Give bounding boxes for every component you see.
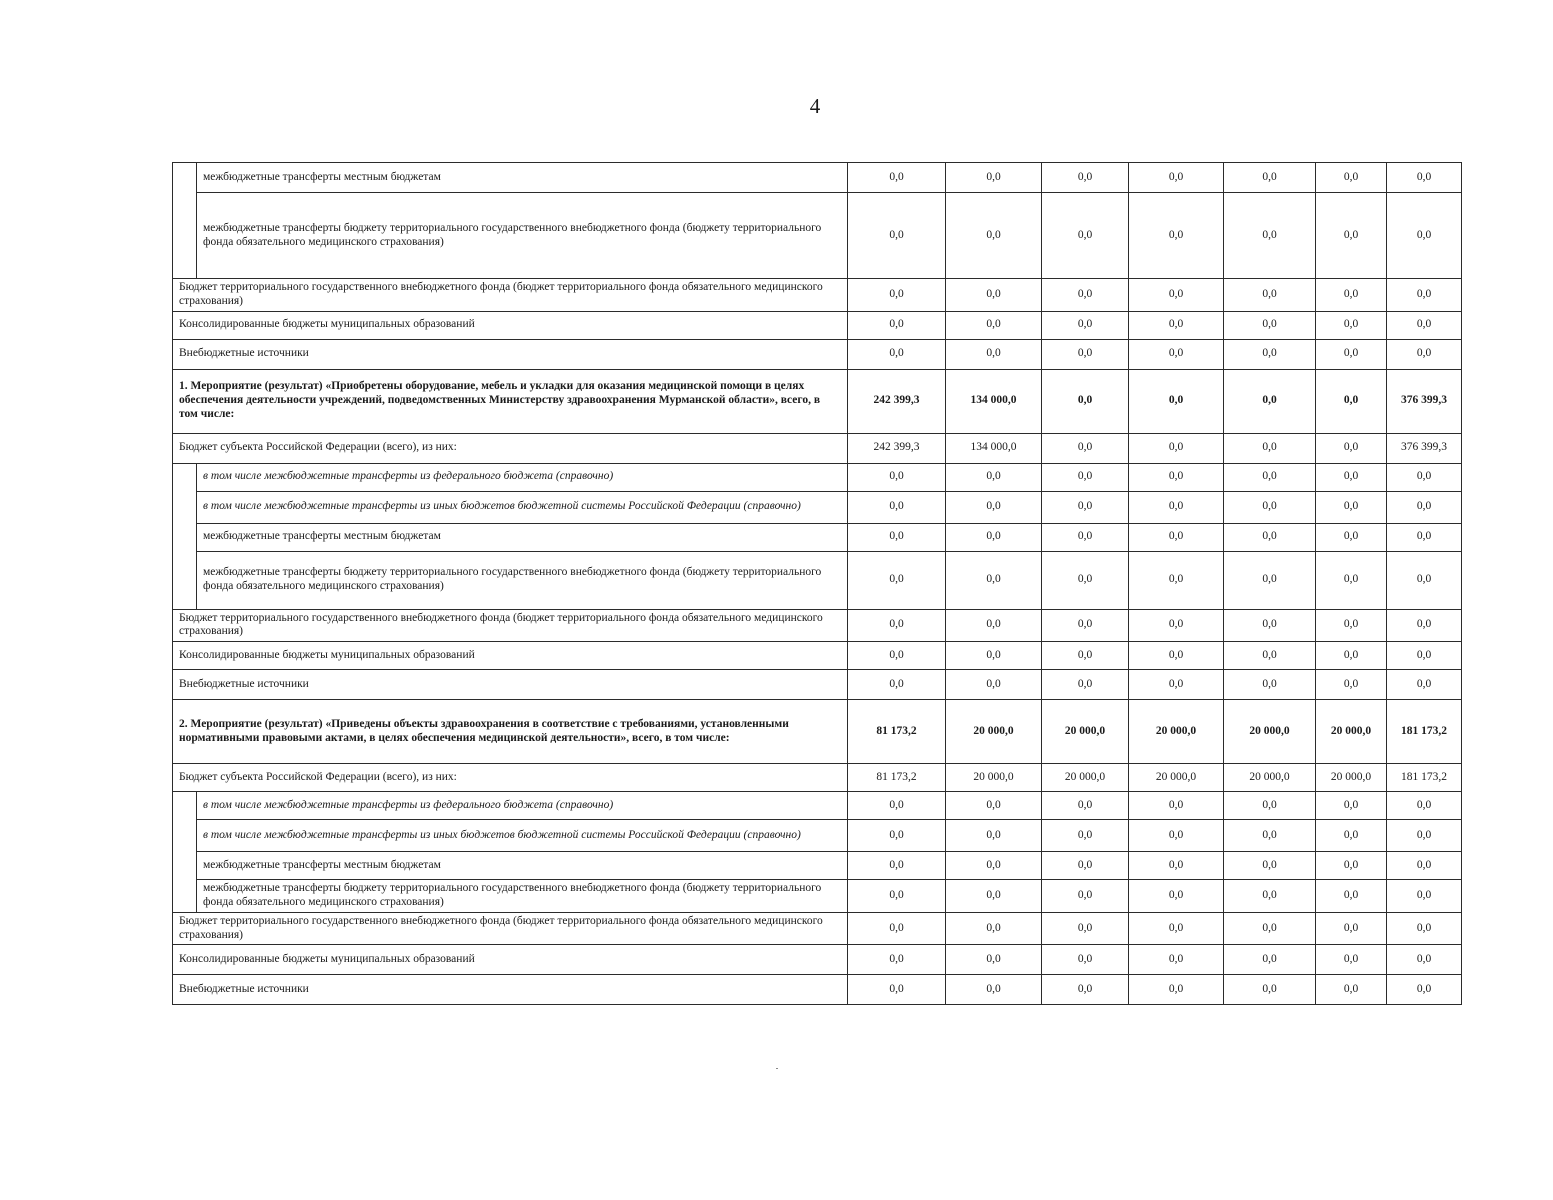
value-cell: 0,0 xyxy=(1129,880,1224,913)
budget-table xyxy=(172,162,1462,1005)
row-label: межбюджетные трансферты бюджету территориального государственного внебюджетного фонда (бюджету территориального фонда обязательного медицинского страхования) xyxy=(197,551,848,609)
value-cell: 181 173,2 xyxy=(1387,764,1462,792)
value-cell: 0,0 xyxy=(1042,642,1129,670)
value-cell: 0,0 xyxy=(946,311,1042,339)
value-cell: 0,0 xyxy=(1129,311,1224,339)
table-row xyxy=(173,523,1462,551)
row-label: Внебюджетные источники xyxy=(173,975,848,1005)
indent-cell xyxy=(173,852,197,880)
table-row xyxy=(173,764,1462,792)
page-number: 4 xyxy=(809,94,821,118)
table-row xyxy=(173,433,1462,463)
row-label: Внебюджетные источники xyxy=(173,670,848,700)
row-label: Консолидированные бюджеты муниципальных образований xyxy=(173,311,848,339)
value-cell: 20 000,0 xyxy=(1129,700,1224,764)
row-label: в том числе межбюджетные трансферты из иных бюджетов бюджетной системы Российской Федерации (справочно) xyxy=(197,491,848,523)
value-cell: 0,0 xyxy=(946,163,1042,193)
value-cell: 0,0 xyxy=(1042,463,1129,491)
value-cell: 0,0 xyxy=(946,491,1042,523)
value-cell: 0,0 xyxy=(946,642,1042,670)
row-label: Бюджет территориального государственного внебюджетного фонда (бюджет территориального фонда обязательного медицинского страхования) xyxy=(173,912,848,945)
value-cell: 0,0 xyxy=(1042,193,1129,279)
table-row xyxy=(173,975,1462,1005)
value-cell: 0,0 xyxy=(1042,491,1129,523)
value-cell: 0,0 xyxy=(1129,163,1224,193)
value-cell: 0,0 xyxy=(1387,820,1462,852)
row-label: Бюджет территориального государственного внебюджетного фонда (бюджет территориального фонда обязательного медицинского страхования) xyxy=(173,609,848,642)
row-label: в том числе межбюджетные трансферты из иных бюджетов бюджетной системы Российской Федерации (справочно) xyxy=(197,820,848,852)
value-cell: 0,0 xyxy=(1224,279,1316,312)
row-label: межбюджетные трансферты бюджету территориального государственного внебюджетного фонда (бюджету территориального фонда обязательного медицинского страхования) xyxy=(197,880,848,913)
value-cell: 0,0 xyxy=(848,523,946,551)
table-row xyxy=(173,193,1462,279)
value-cell: 0,0 xyxy=(1316,975,1387,1005)
value-cell: 20 000,0 xyxy=(1129,764,1224,792)
value-cell: 242 399,3 xyxy=(848,369,946,433)
value-cell: 0,0 xyxy=(1387,642,1462,670)
value-cell: 0,0 xyxy=(1129,609,1224,642)
value-cell: 0,0 xyxy=(1129,463,1224,491)
value-cell: 0,0 xyxy=(1042,609,1129,642)
value-cell: 0,0 xyxy=(1224,193,1316,279)
value-cell: 0,0 xyxy=(1042,820,1129,852)
indent-cell xyxy=(173,820,197,852)
table-row xyxy=(173,339,1462,369)
value-cell: 0,0 xyxy=(1224,642,1316,670)
value-cell: 0,0 xyxy=(848,642,946,670)
value-cell: 20 000,0 xyxy=(946,700,1042,764)
value-cell: 0,0 xyxy=(1042,339,1129,369)
value-cell: 0,0 xyxy=(848,339,946,369)
value-cell: 0,0 xyxy=(946,193,1042,279)
table-row xyxy=(173,852,1462,880)
value-cell: 0,0 xyxy=(1042,311,1129,339)
budget-table-body xyxy=(173,163,1462,1005)
value-cell: 0,0 xyxy=(1224,670,1316,700)
value-cell: 0,0 xyxy=(1316,642,1387,670)
value-cell: 0,0 xyxy=(1224,945,1316,975)
value-cell: 0,0 xyxy=(848,945,946,975)
value-cell: 0,0 xyxy=(1129,912,1224,945)
value-cell: 0,0 xyxy=(1316,852,1387,880)
value-cell: 0,0 xyxy=(1129,369,1224,433)
value-cell: 0,0 xyxy=(1387,163,1462,193)
row-label: Бюджет субъекта Российской Федерации (всего), из них: xyxy=(173,764,848,792)
value-cell: 242 399,3 xyxy=(848,433,946,463)
value-cell: 0,0 xyxy=(1387,339,1462,369)
value-cell: 0,0 xyxy=(1387,852,1462,880)
row-label: межбюджетные трансферты местным бюджетам xyxy=(197,523,848,551)
value-cell: 0,0 xyxy=(1316,609,1387,642)
value-cell: 0,0 xyxy=(1042,945,1129,975)
value-cell: 0,0 xyxy=(1316,912,1387,945)
value-cell: 0,0 xyxy=(1387,551,1462,609)
value-cell: 0,0 xyxy=(1042,551,1129,609)
value-cell: 0,0 xyxy=(848,279,946,312)
value-cell: 0,0 xyxy=(1042,433,1129,463)
value-cell: 0,0 xyxy=(1316,433,1387,463)
value-cell: 0,0 xyxy=(1387,491,1462,523)
value-cell: 0,0 xyxy=(1224,463,1316,491)
value-cell: 0,0 xyxy=(1387,609,1462,642)
value-cell: 0,0 xyxy=(1042,880,1129,913)
value-cell: 0,0 xyxy=(848,852,946,880)
value-cell: 0,0 xyxy=(1042,670,1129,700)
table-row xyxy=(173,880,1462,913)
value-cell: 0,0 xyxy=(1316,551,1387,609)
row-label: в том числе межбюджетные трансферты из федерального бюджета (справочно) xyxy=(197,792,848,820)
row-label: межбюджетные трансферты местным бюджетам xyxy=(197,852,848,880)
indent-cell xyxy=(173,880,197,913)
value-cell: 0,0 xyxy=(1224,880,1316,913)
table-row xyxy=(173,670,1462,700)
value-cell: 0,0 xyxy=(1387,193,1462,279)
value-cell: 0,0 xyxy=(1129,945,1224,975)
value-cell: 0,0 xyxy=(1316,792,1387,820)
value-cell: 376 399,3 xyxy=(1387,433,1462,463)
value-cell: 20 000,0 xyxy=(1224,700,1316,764)
table-row xyxy=(173,491,1462,523)
value-cell: 0,0 xyxy=(1224,491,1316,523)
value-cell: 0,0 xyxy=(1387,523,1462,551)
value-cell: 0,0 xyxy=(946,279,1042,312)
value-cell: 0,0 xyxy=(946,463,1042,491)
value-cell: 0,0 xyxy=(1224,433,1316,463)
value-cell: 0,0 xyxy=(946,820,1042,852)
row-label: Внебюджетные источники xyxy=(173,339,848,369)
value-cell: 0,0 xyxy=(1129,433,1224,463)
table-row xyxy=(173,945,1462,975)
value-cell: 0,0 xyxy=(946,339,1042,369)
value-cell: 20 000,0 xyxy=(1042,764,1129,792)
value-cell: 0,0 xyxy=(848,820,946,852)
value-cell: 0,0 xyxy=(1224,792,1316,820)
value-cell: 0,0 xyxy=(1224,820,1316,852)
value-cell: 0,0 xyxy=(1129,852,1224,880)
value-cell: 0,0 xyxy=(1316,670,1387,700)
value-cell: 0,0 xyxy=(946,912,1042,945)
value-cell: 0,0 xyxy=(1042,912,1129,945)
value-cell: 0,0 xyxy=(946,609,1042,642)
value-cell: 0,0 xyxy=(1129,193,1224,279)
value-cell: 0,0 xyxy=(1224,852,1316,880)
row-label: Бюджет территориального государственного внебюджетного фонда (бюджет территориального фонда обязательного медицинского страхования) xyxy=(173,279,848,312)
value-cell: 0,0 xyxy=(848,163,946,193)
value-cell: 0,0 xyxy=(1224,369,1316,433)
value-cell: 0,0 xyxy=(946,523,1042,551)
value-cell: 0,0 xyxy=(1316,880,1387,913)
value-cell: 0,0 xyxy=(1042,523,1129,551)
value-cell: 0,0 xyxy=(1387,670,1462,700)
value-cell: 0,0 xyxy=(1316,193,1387,279)
table-row xyxy=(173,820,1462,852)
value-cell: 0,0 xyxy=(1129,491,1224,523)
table-row xyxy=(173,912,1462,945)
row-label: межбюджетные трансферты местным бюджетам xyxy=(197,163,848,193)
value-cell: 0,0 xyxy=(946,792,1042,820)
value-cell: 0,0 xyxy=(1316,523,1387,551)
value-cell: 0,0 xyxy=(1387,311,1462,339)
value-cell: 0,0 xyxy=(1316,163,1387,193)
value-cell: 0,0 xyxy=(946,880,1042,913)
value-cell: 0,0 xyxy=(848,463,946,491)
value-cell: 0,0 xyxy=(1387,792,1462,820)
value-cell: 0,0 xyxy=(1129,975,1224,1005)
table-row xyxy=(173,369,1462,433)
value-cell: 20 000,0 xyxy=(1224,764,1316,792)
value-cell: 20 000,0 xyxy=(1316,764,1387,792)
table-row xyxy=(173,279,1462,312)
value-cell: 0,0 xyxy=(1129,551,1224,609)
value-cell: 0,0 xyxy=(1224,311,1316,339)
value-cell: 0,0 xyxy=(848,670,946,700)
value-cell: 0,0 xyxy=(848,975,946,1005)
value-cell: 181 173,2 xyxy=(1387,700,1462,764)
value-cell: 0,0 xyxy=(848,792,946,820)
value-cell: 0,0 xyxy=(1224,523,1316,551)
value-cell: 0,0 xyxy=(1224,551,1316,609)
value-cell: 20 000,0 xyxy=(1042,700,1129,764)
value-cell: 0,0 xyxy=(1129,670,1224,700)
value-cell: 0,0 xyxy=(848,311,946,339)
value-cell: 0,0 xyxy=(946,945,1042,975)
value-cell: 0,0 xyxy=(1042,975,1129,1005)
indent-cell xyxy=(173,193,197,279)
value-cell: 0,0 xyxy=(848,491,946,523)
value-cell: 0,0 xyxy=(1129,820,1224,852)
table-row xyxy=(173,311,1462,339)
value-cell: 81 173,2 xyxy=(848,700,946,764)
value-cell: 0,0 xyxy=(848,912,946,945)
value-cell: 0,0 xyxy=(848,551,946,609)
indent-cell xyxy=(173,551,197,609)
row-label: межбюджетные трансферты бюджету территориального государственного внебюджетного фонда (бюджету территориального фонда обязательного медицинского страхования) xyxy=(197,193,848,279)
row-label: Консолидированные бюджеты муниципальных образований xyxy=(173,945,848,975)
value-cell: 0,0 xyxy=(1224,609,1316,642)
value-cell: 0,0 xyxy=(1042,369,1129,433)
value-cell: 0,0 xyxy=(1387,880,1462,913)
value-cell: 0,0 xyxy=(1129,279,1224,312)
row-label: Консолидированные бюджеты муниципальных образований xyxy=(173,642,848,670)
value-cell: 0,0 xyxy=(1387,912,1462,945)
value-cell: 81 173,2 xyxy=(848,764,946,792)
value-cell: 0,0 xyxy=(946,975,1042,1005)
value-cell: 0,0 xyxy=(1316,491,1387,523)
value-cell: 0,0 xyxy=(1316,369,1387,433)
value-cell: 0,0 xyxy=(946,551,1042,609)
value-cell: 0,0 xyxy=(1224,912,1316,945)
value-cell: 0,0 xyxy=(946,852,1042,880)
value-cell: 0,0 xyxy=(1316,463,1387,491)
row-label: Бюджет субъекта Российской Федерации (всего), из них: xyxy=(173,433,848,463)
table-row xyxy=(173,463,1462,491)
value-cell: 20 000,0 xyxy=(946,764,1042,792)
value-cell: 0,0 xyxy=(1316,279,1387,312)
indent-cell xyxy=(173,792,197,820)
value-cell: 0,0 xyxy=(1387,463,1462,491)
value-cell: 0,0 xyxy=(1042,792,1129,820)
value-cell: 0,0 xyxy=(1129,523,1224,551)
value-cell: 0,0 xyxy=(1387,279,1462,312)
table-row xyxy=(173,700,1462,764)
table-row xyxy=(173,609,1462,642)
indent-cell xyxy=(173,523,197,551)
value-cell: 0,0 xyxy=(1224,339,1316,369)
value-cell: 0,0 xyxy=(1316,311,1387,339)
value-cell: 0,0 xyxy=(1316,945,1387,975)
value-cell: 0,0 xyxy=(1129,642,1224,670)
value-cell: 134 000,0 xyxy=(946,369,1042,433)
table-row xyxy=(173,551,1462,609)
value-cell: 0,0 xyxy=(848,609,946,642)
value-cell: 0,0 xyxy=(1387,975,1462,1005)
value-cell: 134 000,0 xyxy=(946,433,1042,463)
table-row xyxy=(173,642,1462,670)
value-cell: 0,0 xyxy=(946,670,1042,700)
table-row xyxy=(173,792,1462,820)
value-cell: 20 000,0 xyxy=(1316,700,1387,764)
value-cell: 0,0 xyxy=(1316,339,1387,369)
row-label: 1. Мероприятие (результат) «Приобретены оборудование, мебель и укладки для оказания медицинской помощи в целях обеспечения деятельности учреждений, подведомственных Министерству здравоохранения Мурманской области», всего, в том числе: xyxy=(173,369,848,433)
indent-cell xyxy=(173,163,197,193)
value-cell: 0,0 xyxy=(1224,975,1316,1005)
value-cell: 0,0 xyxy=(1042,163,1129,193)
value-cell: 0,0 xyxy=(1316,820,1387,852)
indent-cell xyxy=(173,463,197,491)
row-label: 2. Мероприятие (результат) «Приведены объекты здравоохранения в соответствие с требованиями, установленными нормативными правовыми актами, в целях обеспечения медицинской деятельности», всего, в том числе: xyxy=(173,700,848,764)
value-cell: 0,0 xyxy=(848,880,946,913)
table-row xyxy=(173,163,1462,193)
value-cell: 0,0 xyxy=(848,193,946,279)
value-cell: 0,0 xyxy=(1042,279,1129,312)
value-cell: 0,0 xyxy=(1129,792,1224,820)
row-label: в том числе межбюджетные трансферты из федерального бюджета (справочно) xyxy=(197,463,848,491)
indent-cell xyxy=(173,491,197,523)
value-cell: 0,0 xyxy=(1224,163,1316,193)
value-cell: 0,0 xyxy=(1129,339,1224,369)
value-cell: 0,0 xyxy=(1387,945,1462,975)
value-cell: 376 399,3 xyxy=(1387,369,1462,433)
value-cell: 0,0 xyxy=(1042,852,1129,880)
scan-speck xyxy=(776,1068,778,1069)
